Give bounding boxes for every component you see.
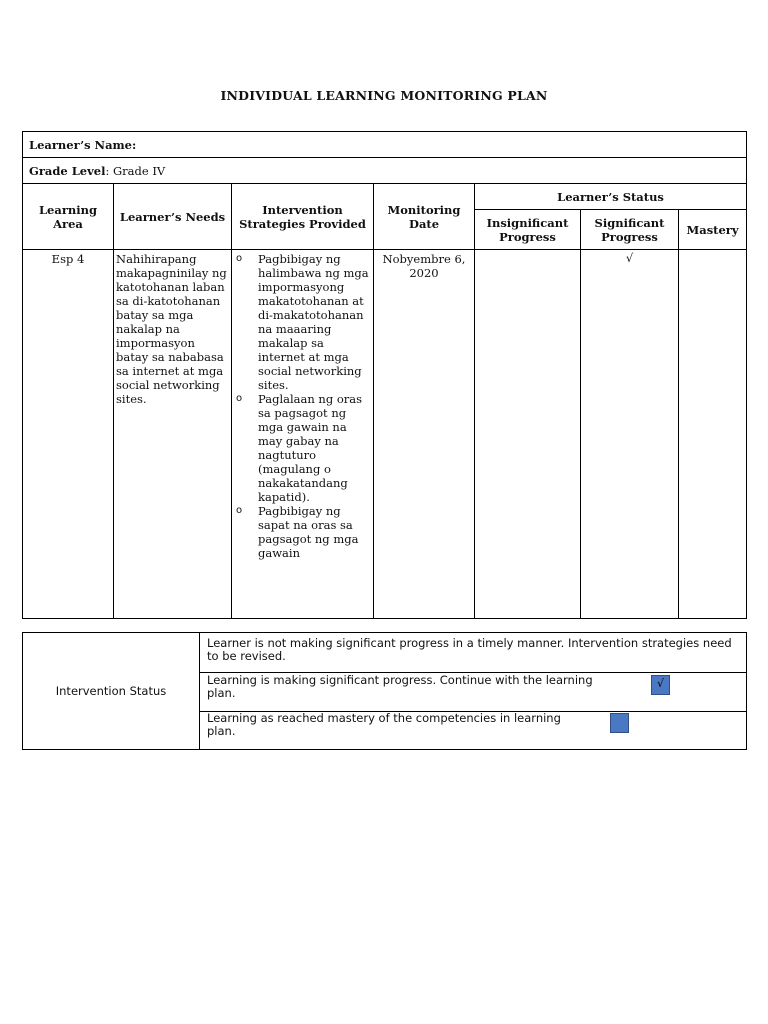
list-item [236,504,371,560]
list-item [236,252,371,392]
status-row [23,633,747,673]
status-option-text: Learning is making significant progress. Continue with the learning plan. [207,673,593,700]
status-option-continue [200,673,747,712]
strategies-cell [232,250,374,619]
monitoring-date-cell: Nobyembre 6, 2020 [374,250,475,619]
checked-box-icon: √ [651,675,670,695]
header-mastery: Mastery [679,210,747,250]
grade-level-value: : Grade IV [105,163,166,178]
header-learners-status: Learner’s Status [475,184,747,210]
status-option-text: Learner is not making significant progress in a timely manner. Intervention strategies need to be revised. [207,636,732,663]
header-learners-needs: Learner’s Needs [114,184,232,250]
learners-needs-cell: Nahihirapang makapagninilay ng katotohanan laban sa di-katotohanan batay sa mga nakalap na impormasyon batay sa nababasa sa internet at mga social networking sites. [114,250,232,619]
insignificant-cell [475,250,581,619]
list-item [236,392,371,504]
header-significant: Significant Progress [581,210,679,250]
strategy-text: Paglalaan ng oras sa pagsagot ng mga gawain na may gabay na nagtuturo (magulang o nakakatandang kapatid). [258,392,363,504]
learner-name-cell [23,132,747,158]
bullet-icon: o [236,505,243,516]
status-option-revise [200,633,747,673]
monitoring-plan-table [22,131,747,619]
header-row-1 [23,184,747,210]
table-row [23,250,747,619]
learning-area-cell: Esp 4 [23,250,114,619]
header-insignificant: Insignificant Progress [475,210,581,250]
status-option-mastery [200,712,747,750]
strategies-list [232,250,373,560]
header-monitoring-date: Monitoring Date [374,184,475,250]
grade-level-cell [23,158,747,184]
significant-check-icon: √ [581,250,679,619]
bullet-icon: o [236,393,243,404]
learner-name-row [23,132,747,158]
strategy-text: Pagbibigay ng sapat na oras sa pagsagot ng mga gawain [258,504,359,560]
strategy-text: Pagbibigay ng halimbawa ng mga impormasyong makatotohanan at di-makatotohanan na maaaring makalap sa internet at mga social networking sites. [258,252,369,392]
intervention-status-table [22,632,747,750]
status-option-text: Learning as reached mastery of the competencies in learning plan. [207,711,561,738]
mastery-cell [679,250,747,619]
bullet-icon: o [236,253,243,264]
header-learning-area: Learning Area [23,184,114,250]
grade-level-label: Grade Level [29,163,106,178]
intervention-status-label: Intervention Status [23,633,200,750]
page-title: INDIVIDUAL LEARNING MONITORING PLAN [220,88,548,103]
header-intervention: Intervention Strategies Provided [232,184,374,250]
learner-name-label: Learner’s Name: [29,137,137,152]
unchecked-box-icon [610,713,629,733]
grade-level-row [23,158,747,184]
